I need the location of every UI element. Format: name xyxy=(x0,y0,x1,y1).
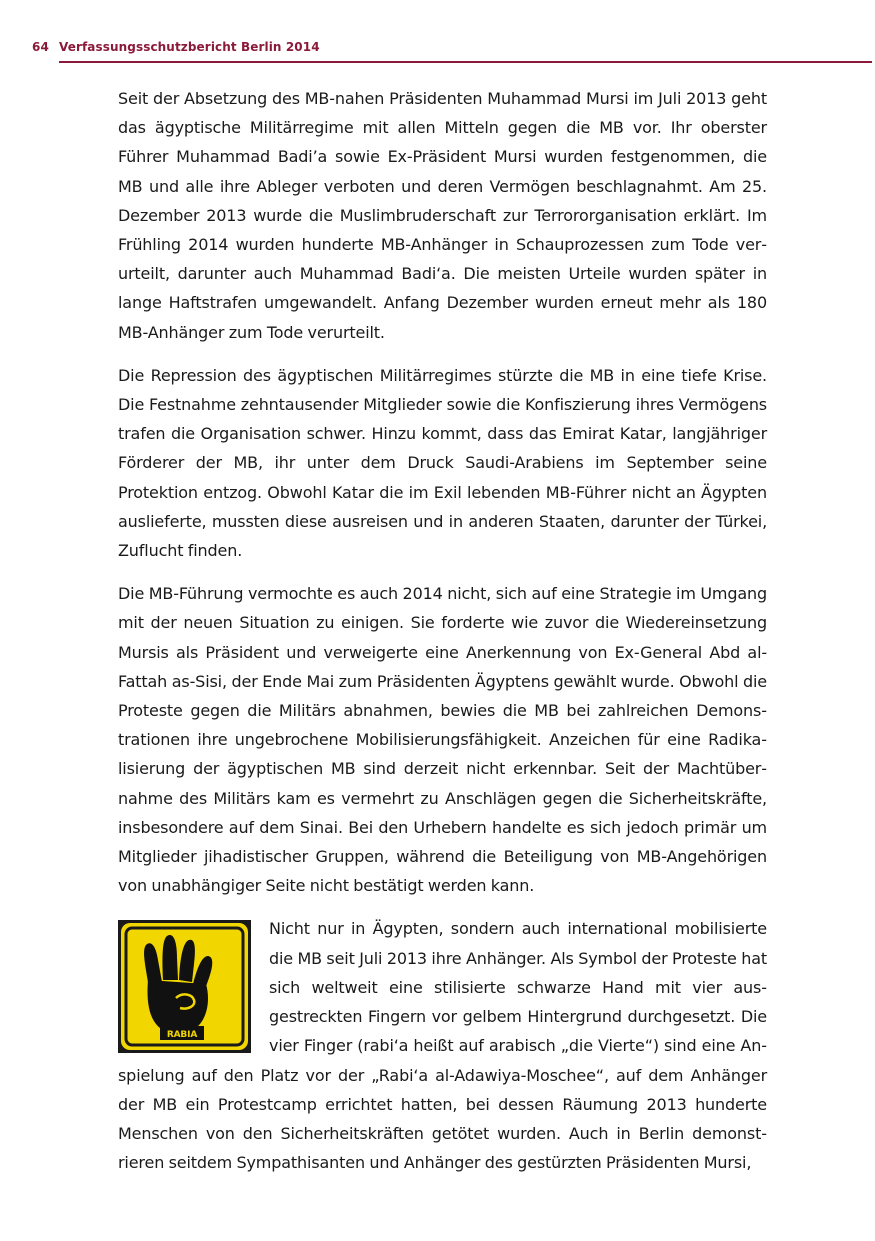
paragraph-2: Die Repression des ägyptischen Militärregimes stürzte die MB in eine tiefe Krise. Die Festnahme zehntausender Mitglieder sowie die Konfiszierung ihres Vermögens trafen die Organisation schwer. Hinzu kommt, dass das Emirat Katar, langjähriger Förderer der MB, ihr unter dem Druck Saudi-Arabiens im September seine Protektion entzog. Obwohl Katar die im Exil lebenden MB-Führer nicht an Ägypten auslieferte, mussten diese ausreisen und in anderen Staaten, darunter der Türkei, Zuflucht finden. xyxy=(118,365,767,561)
page-header xyxy=(30,40,872,64)
paragraph-4: Nicht nur in Ägypten, sondern auch international mobilisierte die MB seit Juli 2013 ihre Anhänger. Als Symbol der Proteste hat sich weltweit eine stilisierte schwarze Hand mit vier ausgestreckten Fingern vor gelbem Hintergrund durchgesetzt. Die vier Finger (rabi‘a heißt auf arabisch „die Vierte“) sind eine Anspielung auf den Platz vor der „Rabi‘a al-Adawiya-Moschee“, auf dem Anhänger der MB ein Protestcamp errichtet hatten, bei dessen Räumung 2013 hunderte Menschen von den Sicherheitskräften getötet wurden. Auch in Berlin demonstrieren seitdem Sympathisanten und Anhänger des gestürzten Präsidenten Mursi, xyxy=(118,919,767,1173)
rabia-figure-caption: RABIA xyxy=(166,1030,198,1041)
rabia-figure xyxy=(118,920,251,1053)
paragraph-4-with-figure xyxy=(118,914,767,1177)
page-number: 64 xyxy=(32,40,49,54)
rabia-hand-icon xyxy=(118,920,251,1053)
running-title: Verfassungsschutzbericht Berlin 2014 xyxy=(59,40,320,54)
paragraph-3: Die MB-Führung vermochte es auch 2014 nicht, sich auf eine Strategie im Umgang mit der neuen Situation zu einigen. Sie forderte wie zuvor die Wiedereinsetzung Mursis als Präsident und verweigerte eine Anerkennung von Ex-General Abd al-Fattah as-Sisi, der Ende Mai zum Präsidenten Ägyptens gewählt wurde. Obwohl die Proteste gegen die Militärs abnahmen, bewies die MB bei zahlreichen Demonstrationen ihre ungebrochene Mobilisierungsfähigkeit. Anzeichen für eine Radikalisierung der ägyptischen MB sind derzeit nicht erkennbar. Seit der Machtübernahme des Militärs kam es vermehrt zu Anschlägen gegen die Sicherheitskräfte, insbesondere auf dem Sinai. Bei den Urhebern handelte es sich jedoch primär um Mitglieder jihadistischer Gruppen, während die Beteiligung von MB-Angehörigen von unabhängiger Seite nicht bestätigt werden kann. xyxy=(118,584,767,896)
body-text xyxy=(118,84,767,1191)
paragraph-1: Seit der Absetzung des MB-nahen Präsidenten Muhammad Mursi im Juli 2013 geht das ägyptische Militärregime mit allen Mitteln gegen die MB vor. Ihr oberster Führer Muhammad Badi’a sowie Ex-Präsident Mursi wurden festgenommen, die MB und alle ihre Ableger verboten und deren Vermögen beschlagnahmt. Am 25. Dezember 2013 wurde die Muslimbruderschaft zur Terrororganisation erklärt. Im Frühling 2014 wurden hunderte MB-Anhänger in Schauprozessen zum Tode verurteilt, darunter auch Muhammad Badi‘a. Die meisten Urteile wurden später in lange Haftstrafen umgewandelt. Anfang Dezember wurden erneut mehr als 180 MB-Anhänger zum Tode verurteilt. xyxy=(118,89,767,342)
header-rule xyxy=(59,61,872,63)
